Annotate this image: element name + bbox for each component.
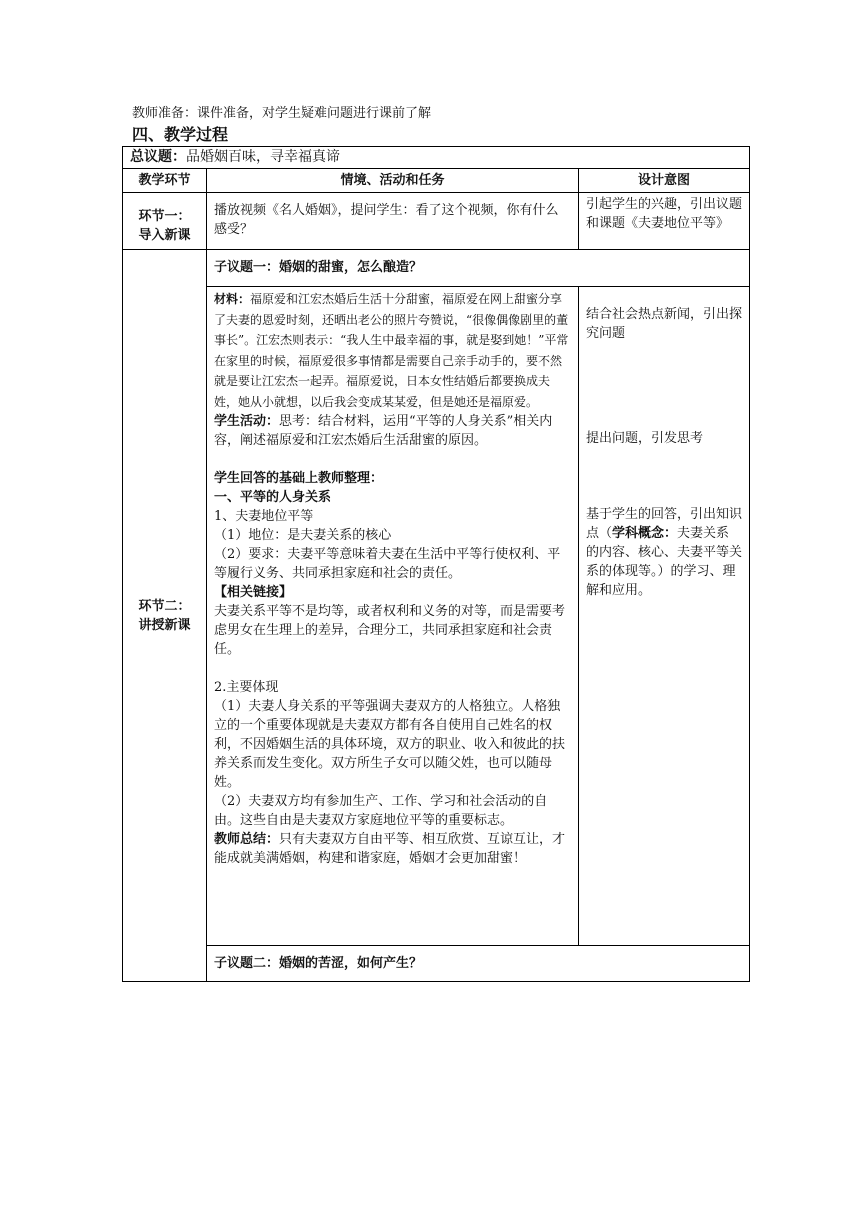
point1-2: （2）要求：夫妻平等意味着夫妻在生活中平等行使权利、平等履行义务、共同承担家庭和社会的责任。	[214, 547, 561, 581]
header-stage: 教学环节	[123, 169, 207, 193]
stage1-row	[123, 193, 750, 250]
stage2-subtopic1-row	[123, 250, 750, 287]
stage1-line1: 环节一：	[138, 209, 191, 224]
point1: 1、夫妻地位平等	[214, 509, 314, 524]
spacer	[214, 659, 571, 678]
intent-2: 提出问题，引发思考	[586, 431, 704, 446]
stage2-label	[123, 250, 207, 982]
spacer	[214, 450, 571, 469]
material-text: 福原爱和江宏杰婚后生活十分甜蜜，福原爱在网上甜蜜分享了夫妻的恩爱时刻，还晒出老公的照片夸赞说，“很像偶像剧里的董事长”。江宏杰则表示：“我人生中最幸福的事，就是娶到她！”平常在家里的时候，福原爱很多事情都是需要自己亲手动手的，要不然就是要让江宏杰一起弄。福原爱说，日本女性结婚后都要换成夫姓，她从小就想，以后我会变成某某爱，但是她还是福原爱。	[214, 292, 569, 409]
main-topic-cell	[123, 147, 750, 169]
sub-topic-1: 子议题一：婚姻的甜蜜，怎么酿造？	[207, 250, 750, 287]
stage1-line2: 导入新课	[138, 228, 191, 243]
intent-3-bold: 学科概念：	[612, 526, 678, 541]
point-heading: 一、平等的人身关系	[214, 490, 332, 505]
stage2-content	[207, 287, 579, 946]
material-label: 材料：	[214, 292, 251, 306]
point2-1: （1）夫妻人身关系的平等强调夫妻双方的人格独立。人格独立的一个重要体现就是夫妻双方都有各自使用自己姓名的权利，不因婚姻生活的具体环境，双方的职业、收入和彼此的扶养关系而发生变化。双方所生子女可以随父姓，也可以随母姓。	[214, 699, 566, 790]
stage2-content-row	[123, 287, 750, 946]
point2: 2.主要体现	[214, 680, 279, 695]
stage1-label	[123, 193, 207, 250]
sub-topic-2: 子议题二：婚姻的苦涩，如何产生？	[207, 946, 750, 982]
point2-2: （2）夫妻双方均有参加生产、工作、学习和社会活动的自由。这些自由是夫妻双方家庭地位平等的重要标志。	[214, 794, 548, 828]
stage1-intent: 引起学生的兴趣，引出议题和课题《夫妻地位平等》	[579, 193, 750, 250]
activity-text: 思考：结合材料，运用“平等的人身关系”相关内容，阐述福原爱和江宏杰婚后生活甜蜜的原因。	[214, 414, 553, 448]
stage2-line1: 环节二：	[138, 598, 191, 614]
teacher-text: 只有夫妻双方自由平等、相互欣赏、互谅互让，才能成就美满婚姻，构建和谐家庭，婚姻才会更加甜蜜！	[214, 832, 566, 866]
topic-text: 品婚姻百味，寻幸福真谛	[186, 149, 340, 165]
teacher-prep-line: 教师准备：课件准备，对学生疑难问题进行课前了解	[132, 106, 432, 121]
topic-row	[123, 147, 750, 169]
stage2-line2: 讲授新课	[138, 617, 191, 633]
topic-label: 总议题：	[130, 149, 186, 165]
stage2-intent	[579, 287, 750, 946]
activity-block	[214, 412, 571, 450]
intent-3	[586, 505, 742, 600]
teacher-summary	[214, 830, 571, 868]
point1-1: （1）地位：是夫妻关系的核心	[214, 528, 392, 543]
teacher-label: 教师总结：	[214, 832, 280, 847]
header-row	[123, 169, 750, 193]
summary-intro: 学生回答的基础上教师整理：	[214, 471, 384, 486]
intent-3-pre: 基于学生的回答，引出知识点（	[586, 507, 743, 541]
intent-1: 结合社会热点新闻，引出探究问题	[586, 307, 743, 341]
link-text: 夫妻关系平等不是均等，或者权利和义务的对等，而是需要考虑男女在生理上的差异，合理分工，共同承担家庭和社会责任。	[214, 604, 566, 657]
intent-3-post: 夫妻关系的内容、核心、夫妻平等关系的体现等。）的学习、理解和应用。	[586, 526, 743, 598]
header-activity: 情境、活动和任务	[207, 169, 579, 193]
link-title: 【相关链接】	[214, 585, 293, 600]
header-intent: 设计意图	[579, 169, 750, 193]
lesson-process-table	[122, 146, 750, 982]
stage1-activity: 播放视频《名人婚姻》，提问学生：看了这个视频，你有什么感受？	[207, 193, 579, 250]
section-title: 四、教学过程	[132, 125, 229, 144]
material-block	[214, 289, 571, 412]
activity-label: 学生活动：	[214, 414, 280, 429]
stage2-subtopic2-row	[123, 946, 750, 982]
